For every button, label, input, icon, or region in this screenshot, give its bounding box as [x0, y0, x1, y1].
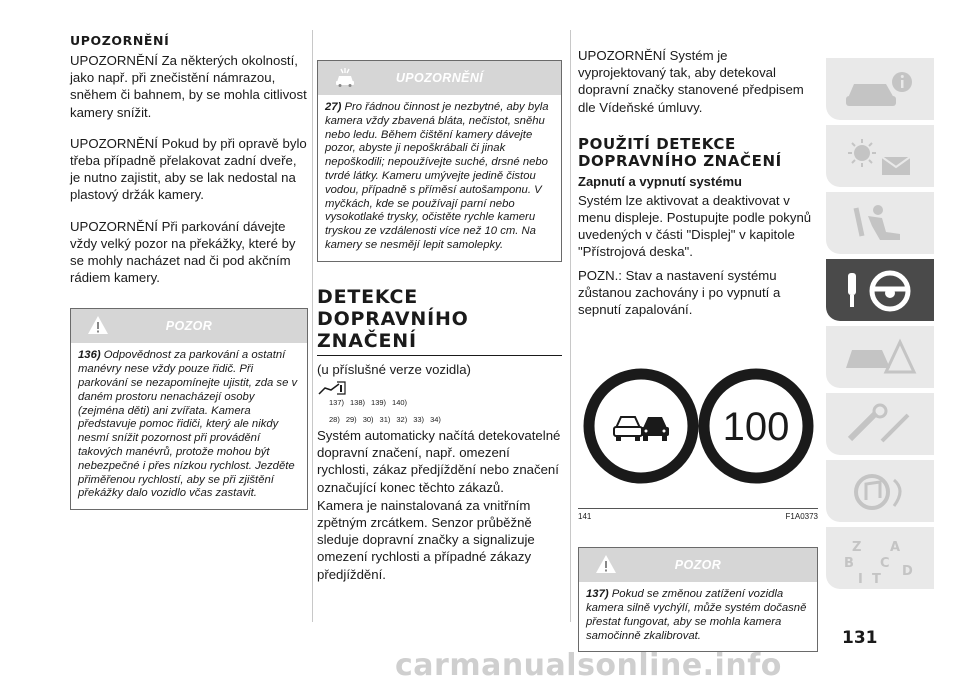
- heading-line-1: POUŽITÍ DETEKCE: [578, 134, 736, 153]
- tab-maintenance[interactable]: [826, 393, 934, 455]
- warning-ref-number: 27): [325, 101, 342, 113]
- paragraph-3: POZN.: Stav a nastavení systému zůstanou zachovány i po vypnutí a sepnutí zapalování.: [578, 267, 781, 318]
- breakdown-icon: [842, 336, 918, 380]
- warning-box-title: POZOR: [674, 558, 722, 573]
- warning-box-body: [579, 582, 817, 651]
- svg-text:B: B: [844, 556, 854, 571]
- refs-row-2: [329, 415, 562, 424]
- svg-text:D: D: [902, 564, 913, 579]
- section-heading-upozorneni: UPOZORNĚNÍ: [70, 33, 170, 48]
- ref: 140): [392, 397, 408, 407]
- warning-text: Pro řádnou činnost je nezbytné, aby byla kamera vždy zbavená bláta, nečistot, sněhu nebo ledu. Během čištění kamery dávejte pozor, abyste ji nepoškrábali či jinak nepoškodili; nepoužívejte suché, drsné nebo tvrdé látky. Kameru umývejte jedině čistou vodou, případně s příměsí autošamponu. V myčkách, kde se používají parní nebo vysokotlaké trysky, očistěte rychle kameru tryskou ze vzdálenosti více než 10 cm. Na kamery se nesmějí lepit samolepky.: [325, 101, 549, 251]
- paragraph-2: UPOZORNĚNÍ Pokud by při opravě bylo třeba případně přelakovat zadní dveře, je nutno zajistit, aby se lak nedostal na plastový držák kamery.: [70, 135, 307, 203]
- column-divider: [312, 30, 313, 622]
- ref: 139): [371, 397, 387, 407]
- paragraph-1: UPOZORNĚNÍ Za některých okolností, jako např. při znečistění námrazou, sněhem či bahnem, by se mohla citlivost kamery snížit.: [70, 53, 307, 120]
- heading-line-2: DOPRAVNÍHO: [317, 307, 469, 330]
- warning-box-header: [71, 309, 307, 343]
- warning-text: Pokud se změnou zatížení vozidla kamera silně vychýlí, může systém dočasně přestat fungovat, aby se mohla kamera samočinně zkalibrovat.: [586, 588, 807, 642]
- ref: 30): [362, 414, 374, 424]
- key-steering-wheel-icon: [842, 269, 918, 313]
- warning-box-upozorneni: [317, 60, 562, 262]
- ref: 137): [329, 397, 345, 407]
- section-heading-detekce: [317, 286, 562, 356]
- paragraph-3: UPOZORNĚNÍ Při parkování dávejte vždy velký pozor na překážky, které by se mohly nacházet nad či pod akčním rádiem kamery.: [70, 218, 296, 286]
- multimedia-icon: [842, 470, 918, 514]
- heading-line-3: ZNAČENÍ: [317, 329, 417, 352]
- speed-limit-value: 100: [722, 405, 790, 450]
- paragraph-2: Systém lze aktivovat a deaktivovat v menu displeje. Postupujte podle pokynů uvedených v části "Displej" v kapitole "Přístrojová deska".: [578, 192, 812, 260]
- ref: 28): [329, 414, 340, 424]
- paragraph-2: Kamera je nainstalovaná za vnitřním zpětným zrcátkem. Senzor průběžně sleduje dopravní značky a signalizuje omezení rychlosti a případné zákazy předjíždění.: [317, 497, 535, 582]
- heading-line-1: DETEKCE: [317, 285, 419, 308]
- svg-text:A: A: [890, 540, 901, 555]
- chapter-sidebar: [826, 58, 934, 594]
- tab-safety[interactable]: [826, 192, 934, 254]
- tab-multimedia[interactable]: [826, 460, 934, 522]
- paragraph-1: UPOZORNĚNÍ Systém je vyprojektovaný tak, aby detekoval dopravní značky stanovené předpisem dle Vídeňské úmluvy.: [578, 48, 804, 115]
- svg-text:C: C: [880, 556, 890, 571]
- figure-code: F1A0373: [785, 512, 818, 522]
- version-note: (u příslušné verze vozidla): [317, 361, 471, 377]
- figure-caption: [578, 509, 818, 521]
- tab-car-info[interactable]: [826, 58, 934, 120]
- warning-box-title: POZOR: [165, 319, 213, 334]
- index-letters-icon: [842, 537, 918, 585]
- heading-line-2: DOPRAVNÍHO ZNAČENÍ: [578, 151, 782, 170]
- ref: 34): [430, 414, 441, 424]
- tab-starting-driving[interactable]: [826, 259, 934, 321]
- car-info-icon: [842, 68, 918, 112]
- column-1: [70, 0, 308, 510]
- hand-pointer-icon: [317, 380, 347, 396]
- warning-box-pozor: [70, 308, 308, 510]
- figure-number: 141: [578, 512, 592, 522]
- warning-box-body: [71, 343, 307, 509]
- warning-box-header: [318, 61, 561, 95]
- warning-ref-number: 136): [78, 349, 101, 362]
- ref: 29): [345, 414, 357, 424]
- warning-ref-number: 137): [586, 588, 609, 601]
- column-divider: [570, 30, 571, 622]
- warning-box-title: UPOZORNĚNÍ: [395, 71, 484, 85]
- refs-row-1: [329, 398, 562, 407]
- svg-text:T: T: [872, 572, 881, 585]
- warning-text: Odpovědnost za parkování a ostatní manévry nese vždy pouze řidič. Při parkování se nezapomínejte ujistit, zda se v daném prostoru nenacházejí osoby (zejména děti) ani zvířata. Kamera představuje pomoc řidiči, který ale nikdy nesmí snížit pozornost při provádění takových manévrů, protože mohou být nebezpečné i přes nízkou rychlost. Jezděte přiměřenou rychlostí, aby se při zjištění překážky dalo vozidlo včas zastavit.: [78, 349, 298, 500]
- tab-emergency[interactable]: [826, 326, 934, 388]
- ref: 138): [350, 397, 366, 407]
- column-3: [578, 0, 818, 652]
- warning-box-pozor: [578, 547, 818, 652]
- svg-text:Z: Z: [852, 540, 862, 555]
- figure-traffic-signs: [578, 328, 818, 509]
- airbag-seat-icon: [842, 202, 918, 246]
- tab-warning-lights[interactable]: [826, 125, 934, 187]
- svg-text:I: I: [858, 572, 863, 585]
- column-2: [317, 0, 562, 583]
- warning-lights-icon: [842, 135, 918, 179]
- paragraph-1: Systém automaticky načítá detekovatelné dopravní značení, např. omezení rychlosti, zákaz předjíždění nebo značení označující konec těchto zákazů.: [317, 427, 561, 495]
- symbol-row: [317, 380, 562, 396]
- warning-box-body: [318, 95, 561, 261]
- service-tools-icon: [842, 403, 918, 447]
- ref: 31): [379, 414, 391, 424]
- no-overtaking-sign-icon: [589, 374, 693, 478]
- watermark: carmanualsonline.info: [395, 648, 782, 683]
- subheading: Zapnutí a vypnutí systému: [578, 173, 742, 189]
- page-number: 131: [842, 628, 878, 648]
- warning-box-header: [579, 548, 817, 582]
- traffic-signs-illustration: [578, 368, 818, 488]
- ref: 33): [413, 414, 425, 424]
- tab-index[interactable]: [826, 527, 934, 589]
- ref: 32): [396, 414, 408, 424]
